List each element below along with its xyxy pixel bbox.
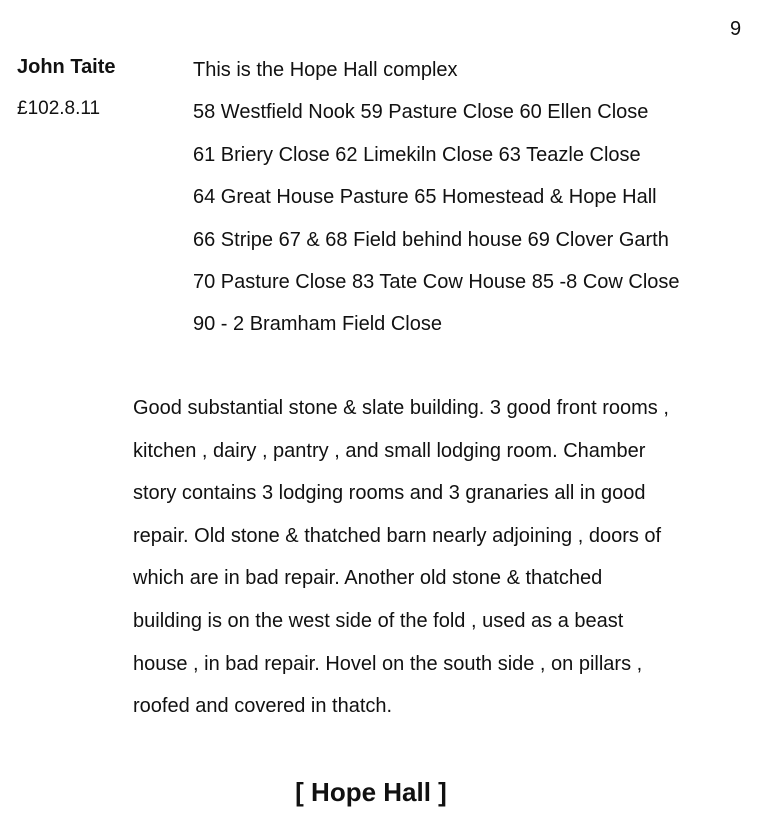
owner-name: John Taite (17, 56, 116, 78)
land-line: 64 Great House Pasture 65 Homestead & Hope Hall (193, 186, 657, 209)
land-line: 70 Pasture Close 83 Tate Cow House 85 -8 Cow Close (193, 270, 680, 293)
page-number: 9 (730, 18, 742, 40)
description-line: story contains 3 lodging rooms and 3 granaries all in good (133, 482, 646, 505)
description-line: Good substantial stone & slate building. 3 good front rooms , (133, 397, 669, 419)
section-title: [ Hope Hall ] (295, 777, 447, 807)
land-line: This is the Hope Hall complex (193, 59, 458, 81)
land-line: 90 - 2 Bramham Field Close (193, 313, 442, 336)
building-description (133, 394, 763, 735)
land-line: 66 Stripe 67 & 68 Field behind house 69 Clover Garth (193, 228, 669, 251)
land-parcel-list (193, 56, 763, 353)
description-line: repair. Old stone & thatched barn nearly adjoining , doors of (133, 524, 662, 547)
valuation-amount: £102.8.11 (17, 98, 101, 119)
land-line: 58 Westfield Nook 59 Pasture Close 60 Ellen Close (193, 101, 649, 124)
description-line: roofed and covered in thatch. (133, 695, 393, 718)
description-line: which are in bad repair. Another old stone & thatched (133, 567, 603, 590)
description-line: kitchen , dairy , pantry , and small lodging room. Chamber (133, 439, 646, 462)
description-line: house , in bad repair. Hovel on the south side , on pillars , (133, 652, 643, 675)
description-line: building is on the west side of the fold , used as a beast (133, 609, 624, 632)
land-line: 61 Briery Close 62 Limekiln Close 63 Teazle Close (193, 143, 641, 166)
